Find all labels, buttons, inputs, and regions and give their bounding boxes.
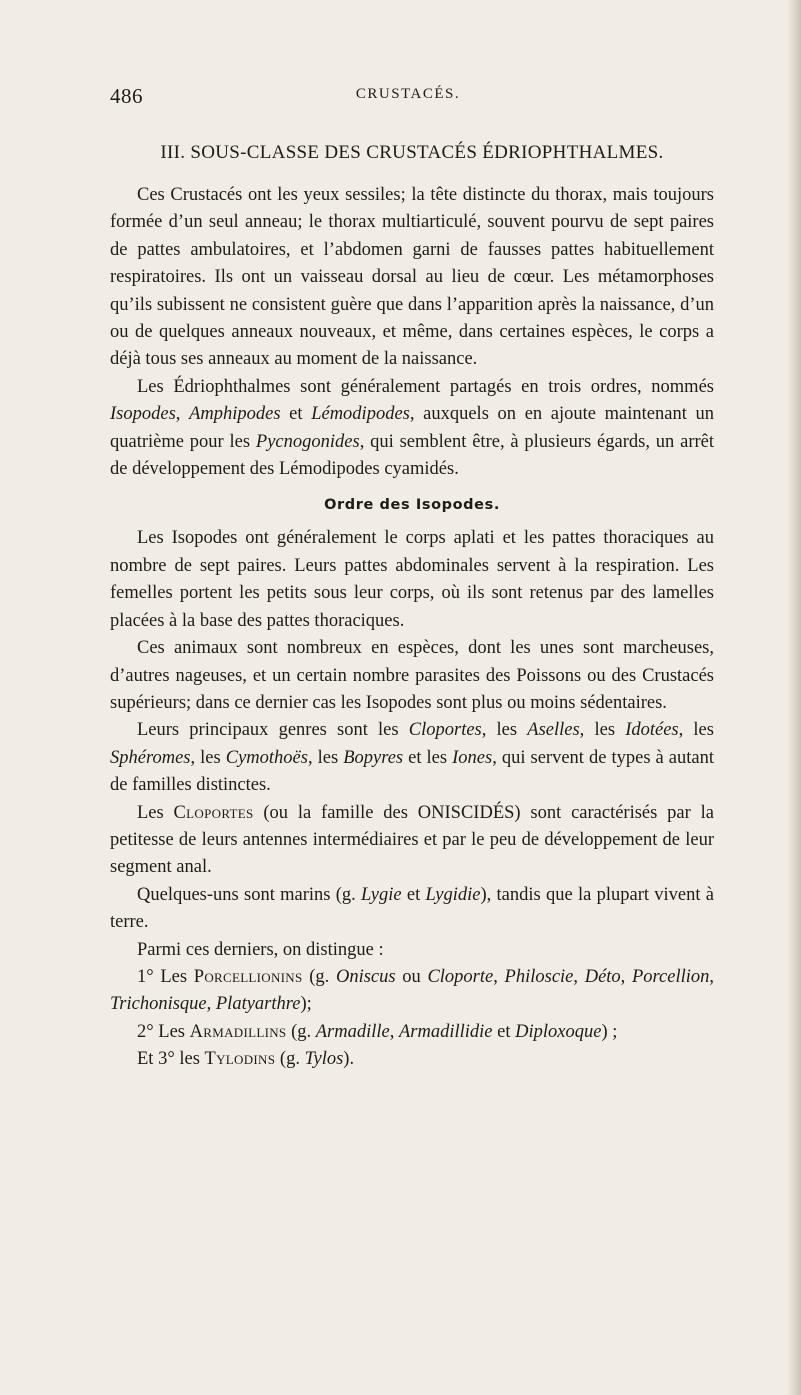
text-run: , bbox=[620, 966, 632, 987]
taxon-name: Armadillidie bbox=[398, 1021, 493, 1042]
taxon-name: Philoscie bbox=[504, 966, 574, 987]
list-item-tylodins bbox=[110, 1046, 714, 1073]
text-run: , bbox=[573, 966, 585, 987]
text-run: , qui servent de types à autant de familles distinctes. bbox=[110, 747, 714, 796]
text-run: , qui semblent être, à plusieurs égards, un arrêt de développement des Lémodipodes cyamidés. bbox=[110, 431, 714, 480]
taxon-name: Idotées bbox=[625, 720, 679, 741]
text-run: (g. bbox=[275, 1049, 305, 1070]
text-run: , auxquels on en ajoute maintenant un quatrième pour les bbox=[110, 404, 714, 452]
text-run: Quelques-uns sont marins (g. bbox=[137, 884, 362, 905]
text-run: et bbox=[280, 404, 312, 425]
text-run: Les Édriophthalmes sont généralement partagés en trois ordres, nommés bbox=[137, 376, 714, 397]
text-run: et bbox=[492, 1021, 516, 1042]
taxon-name: Sphéromes bbox=[110, 747, 191, 768]
isopodes-paragraph-3 bbox=[110, 717, 714, 799]
running-head bbox=[110, 84, 706, 112]
taxon-name: Lygie bbox=[361, 884, 402, 905]
text-run: 1° Les bbox=[137, 966, 194, 987]
taxon-name: Lémodipodes bbox=[311, 404, 410, 425]
page-edge bbox=[787, 0, 801, 1395]
list-item-armadillins bbox=[110, 1019, 714, 1046]
section-title: III. SOUS-CLASSE DES CRUSTACÉS ÉDRIOPHTHALMES. bbox=[160, 142, 664, 163]
running-title: CRUSTACÉS. bbox=[355, 86, 461, 102]
taxon-name: Cloportes bbox=[408, 720, 482, 741]
text-run: , bbox=[206, 994, 216, 1015]
taxon-name: Diploxoque bbox=[515, 1021, 602, 1042]
isopodes-paragraph-1: Les Isopodes ont généralement le corps aplati et les pattes thoraciques au nombre de sept paires. Leurs pattes abdominales servent à la respiration. Les femelles portent les petits sous leur corps, où ils sont retenus par des lamelles placées à la base des pattes thoraciques. bbox=[110, 528, 714, 631]
taxon-name: Trichonisque bbox=[110, 994, 207, 1015]
taxon-name: Isopodes bbox=[110, 404, 176, 425]
taxon-name: Platyarthre bbox=[215, 994, 301, 1015]
text-run: , les bbox=[190, 747, 226, 768]
isopodes-paragraph-2: Ces animaux sont nombreux en espèces, dont les unes sont marcheuses, d’autres nageuses, et un certain nombre parasites des Poissons ou des Crustacés supérieurs; dans ce dernier cas les Isopodes sont plus ou moins sédentaires. bbox=[110, 638, 714, 713]
isopodes-paragraph-6: Parmi ces derniers, on distingue : bbox=[137, 939, 384, 960]
text-run: Leurs principaux genres sont les bbox=[137, 720, 409, 741]
intro-paragraph-2 bbox=[110, 374, 714, 484]
text-run: (ou la famille des ONISCIDÉS) sont caractérisés par la petitesse de leurs antennes intermédiaires et par le peu de développement de leur segment anal. bbox=[110, 802, 714, 878]
small-caps-term: Armadillins bbox=[189, 1021, 287, 1042]
text-run: ) ; bbox=[601, 1021, 618, 1042]
taxon-name: Oniscus bbox=[335, 966, 396, 987]
text-run: ou bbox=[395, 966, 428, 987]
text-run: ). bbox=[343, 1049, 355, 1070]
taxon-name: Porcellion bbox=[631, 966, 710, 987]
text-run: (g. bbox=[286, 1021, 316, 1042]
taxon-name: Déto bbox=[584, 966, 621, 987]
taxon-name: Cymothoës bbox=[225, 747, 308, 768]
taxon-name: Tylos bbox=[304, 1049, 344, 1070]
isopodes-paragraph-5 bbox=[110, 882, 714, 937]
small-caps-term: Cloportes bbox=[173, 802, 254, 823]
order-heading: Ordre des Isopodes. bbox=[324, 497, 500, 514]
taxon-name: Amphipodes bbox=[189, 404, 281, 425]
text-run: Les bbox=[137, 802, 174, 823]
text-block bbox=[110, 142, 714, 1074]
text-run: 2° Les bbox=[137, 1021, 190, 1042]
text-run: (g. bbox=[302, 966, 336, 987]
taxon-name: Armadille bbox=[315, 1021, 390, 1042]
text-run: , bbox=[709, 966, 715, 987]
text-run: Et 3° les bbox=[137, 1049, 205, 1070]
text-run: ); bbox=[300, 994, 312, 1015]
taxon-name: Pycnogonides bbox=[255, 431, 360, 452]
page-number: 486 bbox=[110, 84, 143, 108]
text-run: , bbox=[175, 404, 190, 425]
text-run: , les bbox=[579, 720, 626, 741]
small-caps-term: Tylodins bbox=[204, 1049, 276, 1070]
list-item-porcellionins bbox=[110, 964, 714, 1019]
taxon-name: Bopyres bbox=[343, 747, 404, 768]
taxon-name: Cloporte bbox=[427, 966, 494, 987]
text-run: ), tandis que la plupart vivent à terre. bbox=[110, 884, 714, 933]
small-caps-term: Porcellionins bbox=[193, 966, 303, 987]
taxon-name: Aselles bbox=[527, 720, 580, 741]
text-run: , bbox=[389, 1021, 399, 1042]
text-run: et bbox=[401, 884, 426, 905]
text-run: , bbox=[493, 966, 505, 987]
taxon-name: Iones bbox=[452, 747, 493, 768]
intro-paragraph-1: Ces Crustacés ont les yeux sessiles; la tête distincte du thorax, mais toujours formée d’un seul anneau; le thorax multiarticulé, souvent pourvu de sept paires de pattes ambulatoires, et l’abdomen garni de fausses pattes habituellement respiratoires. Ils ont un vaisseau dorsal au lieu de cœur. Les métamorphoses qu’ils subissent ne consistent guère que dans l’apparition après la naissance, d’un ou de quelques anneaux nouveaux, et même, dans certaines espèces, le corps a déjà tous ses anneaux au moment de la naissance. bbox=[110, 185, 714, 370]
text-run: , les bbox=[481, 720, 528, 741]
text-run: , les bbox=[307, 747, 344, 768]
text-run: , les bbox=[678, 720, 714, 741]
text-run: et les bbox=[403, 747, 453, 768]
taxon-name: Lygidie bbox=[425, 884, 481, 905]
isopodes-paragraph-4 bbox=[110, 800, 714, 882]
